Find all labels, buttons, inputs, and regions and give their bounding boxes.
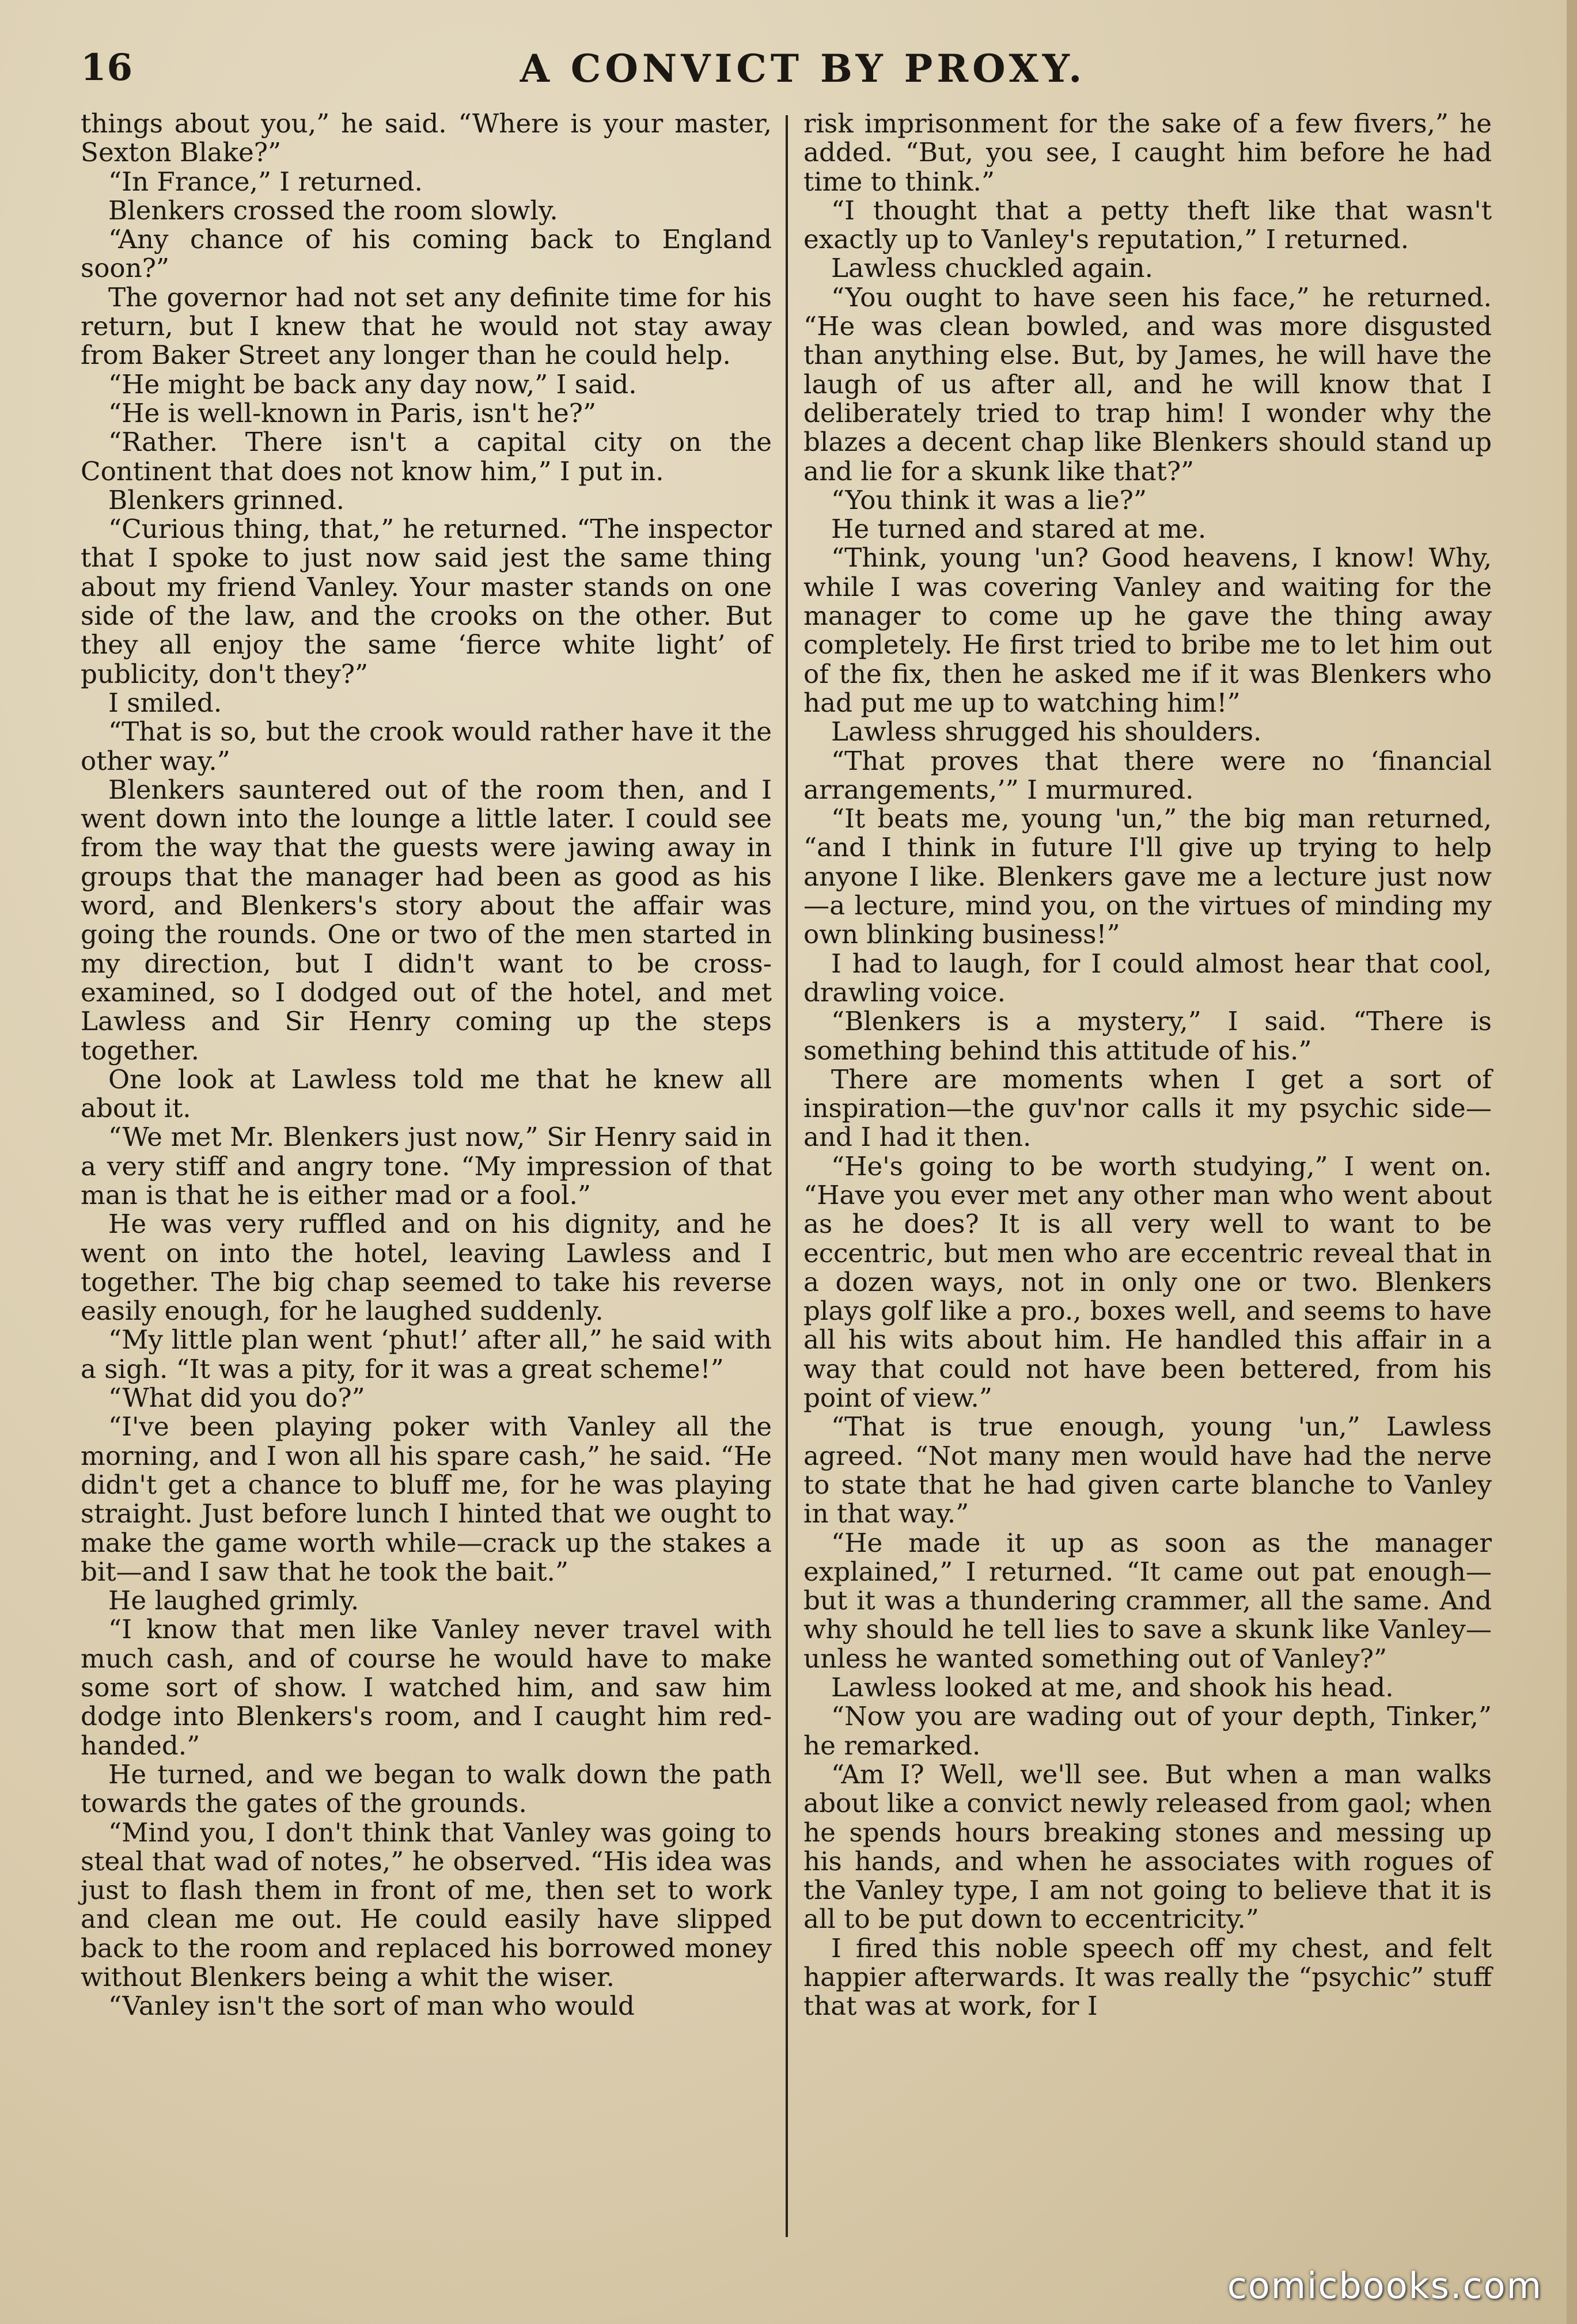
paragraph: He laughed grimly.: [108, 1585, 359, 1616]
right-column: [803, 109, 1492, 2272]
paragraph: Blenkers sauntered out of the room then, and I went down into the lounge a little later. I could see from the way that the guests were jawing away in groups that the manager had been as good as his word, and Blenkers's story about the affair was going the rounds. One or two of the men started in my direction, but I didn't want to be cross-examined, so I dodged out of the hotel, and met Lawless and Sir Henry coming up the steps together.: [81, 774, 772, 1066]
paragraph: “That is true enough, young 'un,” Lawless agreed. “Not many men would have had the nerve to state that he had given carte blanche to Vanley in that way.”: [803, 1411, 1492, 1529]
page-header: [81, 46, 1525, 109]
paragraph: “We met Mr. Blenkers just now,” Sir Henry said in a very stiff and angry tone. “My impression of that man is that he is either mad or a fool.”: [81, 1122, 772, 1210]
paragraph: He was very ruffled and on his dignity, and he went on into the hotel, leaving Lawless and I together. The big chap seemed to take his reverse easily enough, for he laughed suddenly.: [81, 1209, 772, 1327]
paragraph: “He's going to be worth studying,” I went on. “Have you ever met any other man who went about as he does? It is all very well to want to be eccentric, but men who are eccentric reveal that in a dozen ways, not in only one or two. Blenkers plays golf like a pro., boxes well, and seems to have all his wits about him. He handled this affair in a way that could not have been bettered, from his point of view.”: [803, 1150, 1492, 1414]
paragraph: “He might be back any day now,” I said.: [108, 369, 637, 400]
paragraph: “Blenkers is a mystery,” I said. “There is something behind this attitude of his.”: [803, 1006, 1492, 1066]
paragraph: “Am I? Well, we'll see. But when a man walks about like a convict newly released from gaol; when he spends hours breaking stones and messing up his hands, and when he associates with rogues of the Vanley type, I am not going to believe that it is all to be put down to eccentricity.”: [803, 1759, 1492, 1935]
column-divider: [786, 115, 788, 2237]
paragraph: He turned and stared at me.: [831, 514, 1207, 545]
paragraph: Lawless chuckled again.: [831, 253, 1153, 284]
paragraph: “Now you are wading out of your depth, Tinker,” he remarked.: [803, 1701, 1492, 1761]
paragraph: “Rather. There isn't a capital city on the Continent that does not know him,” I put in.: [81, 427, 772, 487]
paragraph: “I thought that a petty theft like that wasn't exactly up to Vanley's reputation,” I returned.: [803, 195, 1492, 255]
paragraph: “He is well-known in Paris, isn't he?”: [108, 397, 597, 428]
paragraph: “That proves that there were no ‘financial arrangements,’” I murmured.: [803, 745, 1492, 805]
paragraph: I smiled.: [108, 687, 222, 718]
paragraph: “My little plan went ‘phut!’ after all,” he said with a sigh. “It was a pity, for it was a great scheme!”: [81, 1324, 772, 1384]
paragraph: The governor had not set any definite time for his return, but I knew that he would not stay away from Baker Street any longer than he could help.: [81, 282, 772, 371]
paragraph: risk imprisonment for the sake of a few fivers,” he added. “But, you see, I caught him before he had time to think.”: [803, 108, 1492, 197]
running-title: A CONVICT BY PROXY.: [520, 46, 1086, 91]
paragraph: I had to laugh, for I could almost hear that cool, drawling voice.: [803, 948, 1492, 1008]
paragraph: One look at Lawless told me that he knew all about it.: [81, 1064, 772, 1124]
paragraph: “Vanley isn't the sort of man who would: [108, 1991, 635, 2022]
page-number: 16: [81, 46, 134, 89]
paragraph: There are moments when I get a sort of inspiration—the guv'nor calls it my psychic side—and I had it then.: [803, 1064, 1492, 1153]
paragraph: He turned, and we began to walk down the path towards the gates of the grounds.: [81, 1759, 772, 1819]
paragraph: “It beats me, young 'un,” the big man returned, “and I think in future I'll give up trying to help anyone I like. Blenkers gave me a lecture just now—a lecture, mind you, on the virtues of minding my own blinking business!”: [803, 803, 1492, 950]
paragraph: “You think it was a lie?”: [831, 484, 1147, 515]
paragraph: “He made it up as soon as the manager explained,” I returned. “It came out pat enough—but it was a thundering crammer, all the same. And why should he tell lies to save a skunk like Vanley—unless he wanted something out of Vanley?”: [803, 1527, 1492, 1674]
paragraph: things about you,” he said. “Where is your master, Sexton Blake?”: [81, 108, 772, 168]
left-column: [81, 109, 772, 2272]
paragraph: “Curious thing, that,” he returned. “The inspector that I spoke to just now said jest the same thing about my friend Vanley. Your master stands on one side of the law, and the crooks on the other. But they all enjoy the same ‘fierce white light’ of publicity, don't they?”: [81, 514, 772, 689]
paragraph: “Think, young 'un? Good heavens, I know! Why, while I was covering Vanley and waiting for the manager to come up he gave the thing away completely. He first tried to bribe me to let him out of the fix, then he asked me if it was Blenkers who had put me up to watching him!”: [803, 542, 1492, 718]
paragraph: I fired this noble speech off my chest, and felt happier afterwards. It was really the “psychic” stuff that was at work, for I: [803, 1932, 1492, 2022]
watermark: comicbooks.com: [1227, 2265, 1542, 2307]
paragraph: Lawless looked at me, and shook his head.: [831, 1672, 1394, 1703]
paragraph: “In France,” I returned.: [108, 166, 423, 197]
paragraph: Lawless shrugged his shoulders.: [831, 716, 1262, 747]
paragraph: “What did you do?”: [108, 1383, 365, 1414]
paragraph: “I've been playing poker with Vanley all the morning, and I won all his spare cash,” he said. “He didn't get a chance to bluff me, for he was playing straight. Just before lunch I hinted that we ought to make the game worth while—crack up the stakes a bit—and I saw that he took the bait.”: [81, 1411, 772, 1587]
paragraph: “Mind you, I don't think that Vanley was going to steal that wad of notes,” he observed. “His idea was just to flash them in front of me, then set to work and clean me out. He could easily have slipped back to the room and replaced his borrowed money without Blenkers being a whit the wiser.: [81, 1817, 772, 1992]
page-edge: [1567, 0, 1577, 2324]
paragraph: “You ought to have seen his face,” he returned. “He was clean bowled, and was more disgusted than anything else. But, by James, he will have the laugh of us after all, and he will know that I deliberately tried to trap him! I wonder why the blazes a decent chap like Blenkers should stand up and lie for a skunk like that?”: [803, 282, 1492, 487]
paragraph: “I know that men like Vanley never travel with much cash, and of course he would have to make some sort of show. I watched him, and saw him dodge into Blenkers's room, and I caught him red-handed.”: [81, 1614, 772, 1761]
paragraph: “Any chance of his coming back to England soon?”: [81, 224, 772, 284]
paragraph: Blenkers grinned.: [108, 484, 344, 515]
paragraph: “That is so, but the crook would rather have it the other way.”: [81, 716, 772, 776]
paragraph: Blenkers crossed the room slowly.: [108, 195, 558, 226]
